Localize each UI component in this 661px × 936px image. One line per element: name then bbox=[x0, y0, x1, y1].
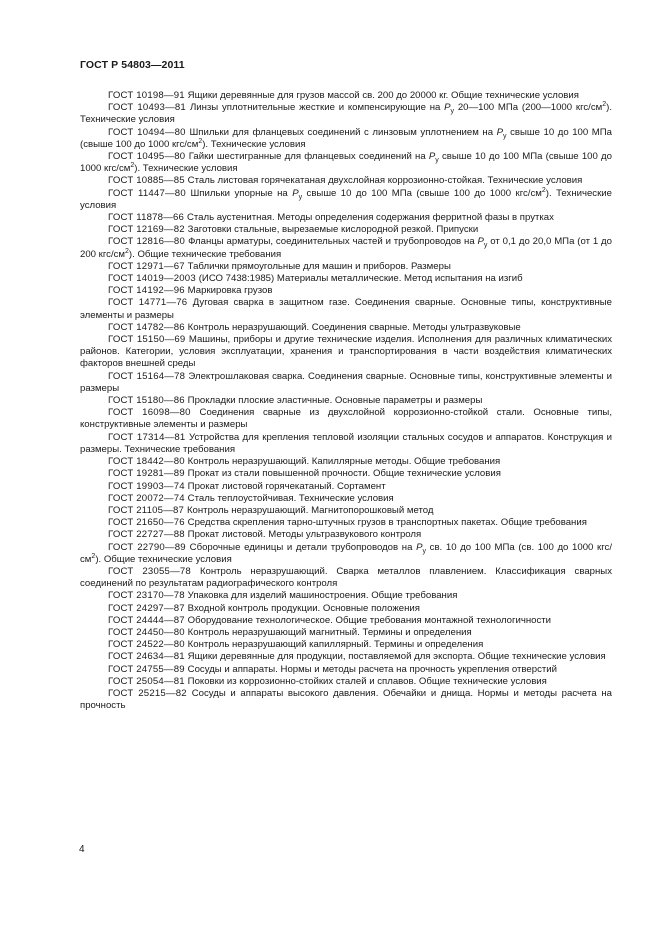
reference-item bbox=[80, 224, 612, 236]
reference-item bbox=[80, 456, 612, 468]
reference-item bbox=[80, 102, 612, 126]
reference-title: Шпильки упорные на $P_у$ свыше 10 до 100 МПа (свыше 100 до 1000 кгс/$см^2$). Технические условия bbox=[80, 186, 612, 211]
reference-title: Контроль неразрушающий капиллярный. Термины и определения bbox=[187, 639, 484, 651]
reference-code: ГОСТ 22790—89 bbox=[108, 541, 190, 553]
reference-code: ГОСТ 10493—81 bbox=[108, 102, 190, 114]
reference-title: Прокат листовой. Методы ультразвукового контроля bbox=[187, 529, 422, 541]
reference-title: Средства скрепления тарно-штучных грузов в транспортных пакетах. Общие требования bbox=[187, 517, 587, 529]
reference-item bbox=[80, 334, 612, 371]
reference-item bbox=[80, 590, 612, 602]
reference-code: ГОСТ 24444—87 bbox=[108, 614, 188, 626]
reference-title: Устройства для крепления тепловой изоляции стальных сосудов и аппаратов. Конструкция и размеры. Технические требования bbox=[80, 431, 612, 455]
reference-title: Сборочные единицы и детали трубопроводов на $P_у$ св. 10 до 100 МПа (св. 100 до 1000 кгс/$см^2$). Общие технические условия bbox=[80, 541, 612, 565]
reference-code: ГОСТ 10885—85 bbox=[108, 175, 188, 187]
reference-item bbox=[80, 615, 612, 627]
reference-title: Маркировка грузов bbox=[187, 285, 273, 297]
reference-code: ГОСТ 12169—82 bbox=[108, 224, 188, 236]
reference-code: ГОСТ 24450—80 bbox=[108, 626, 188, 638]
reference-title: Электрошлаковая сварка. Соединения сварные. Основные типы, конструктивные элементы и размеры bbox=[80, 370, 612, 394]
reference-code: ГОСТ 22727—88 bbox=[108, 529, 188, 541]
reference-code: ГОСТ 14771—76 bbox=[108, 297, 193, 309]
reference-title: Машины, приборы и другие технические изделия. Исполнения для различных климатических районов. Категории, условия эксплуатации, хранения и транспортирования в части воздействия климатических факторов внешней среды bbox=[80, 334, 612, 370]
reference-item bbox=[80, 639, 612, 651]
reference-code: ГОСТ 24522—80 bbox=[108, 639, 188, 651]
normative-references-list bbox=[80, 90, 612, 712]
reference-item bbox=[80, 127, 612, 151]
reference-title: Сталь теплоустойчивая. Технические условия bbox=[187, 492, 394, 504]
reference-title: Оборудование технологическое. Общие требования монтажной технологичности bbox=[187, 614, 552, 626]
reference-title: Ящики деревянные для продукции, поставляемой для экспорта. Общие технические условия bbox=[187, 651, 606, 663]
reference-code: ГОСТ 12971—67 bbox=[108, 260, 188, 272]
reference-title: Контроль неразрушающий. Капиллярные методы. Общие требования bbox=[187, 456, 501, 468]
reference-title: Сталь листовая горячекатаная двухслойная коррозионно-стойкая. Технические условия bbox=[187, 175, 583, 187]
reference-title: Гайки шестигранные для фланцевых соединений на $P_у$ свыше 10 до 100 МПа (свыше 100 до 1000 кгс/$см^2$). Технические условия bbox=[80, 151, 612, 175]
reference-item bbox=[80, 651, 612, 663]
reference-title: Прокладки плоские эластичные. Основные параметры и размеры bbox=[187, 395, 483, 407]
reference-title: Контроль неразрушающий. Сварка металлов плавлением. Классификация сварных соединений по результатам радиографического контроля bbox=[80, 565, 612, 590]
reference-item bbox=[80, 566, 612, 590]
reference-code: ГОСТ 14192—96 bbox=[108, 285, 188, 297]
reference-title: Линзы уплотнительные жесткие и компенсирующие на $P_у$ 20—100 МПа (200—1000 кгс/$см^2$). Технические условия bbox=[80, 101, 612, 126]
reference-title: Контроль неразрушающий магнитный. Термины и определения bbox=[187, 626, 472, 638]
reference-item bbox=[80, 505, 612, 517]
reference-code: ГОСТ 17314—81 bbox=[108, 431, 190, 443]
reference-code: ГОСТ 16098—80 bbox=[108, 407, 200, 419]
reference-title: Поковки из коррозионно-стойких сталей и сплавов. Общие технические условия bbox=[187, 675, 547, 687]
reference-title: Сосуды и аппараты высокого давления. Обечайки и днища. Нормы и методы расчета на прочность bbox=[80, 687, 612, 712]
reference-item bbox=[80, 529, 612, 541]
reference-item bbox=[80, 481, 612, 493]
reference-title: Дуговая сварка в защитном газе. Соединения сварные. Основные типы, конструктивные элементы и размеры bbox=[80, 297, 612, 321]
reference-code: ГОСТ 24634—81 bbox=[108, 651, 188, 663]
page-number: 4 bbox=[79, 844, 85, 855]
reference-item bbox=[80, 175, 612, 187]
reference-item bbox=[80, 151, 612, 175]
reference-title: Заготовки стальные, вырезаемые кислородной резкой. Припуски bbox=[187, 224, 479, 236]
reference-item bbox=[80, 603, 612, 615]
reference-item bbox=[80, 371, 612, 395]
reference-item bbox=[80, 627, 612, 639]
reference-code: ГОСТ 10495—80 bbox=[108, 151, 189, 163]
reference-code: ГОСТ 14782—86 bbox=[108, 321, 188, 333]
reference-item bbox=[80, 285, 612, 297]
reference-code: ГОСТ 23055—78 bbox=[108, 565, 200, 577]
reference-item bbox=[80, 432, 612, 456]
reference-item bbox=[80, 322, 612, 334]
reference-title: Входной контроль продукции. Основные положения bbox=[187, 602, 420, 614]
reference-item bbox=[80, 664, 612, 676]
reference-title: Фланцы арматуры, соединительных частей и трубопроводов на $P_у$ от 0,1 до 20,0 МПа (от 1 до 200 кгс/$см^2$). Общие технические требования bbox=[80, 236, 612, 260]
reference-code: ГОСТ 15180—86 bbox=[108, 395, 188, 407]
reference-item bbox=[80, 688, 612, 712]
reference-title: Сосуды и аппараты. Нормы и методы расчета на прочность укрепления отверстий bbox=[187, 663, 558, 675]
reference-code: ГОСТ 15150—69 bbox=[108, 334, 189, 346]
reference-code: ГОСТ 12816—80 bbox=[108, 236, 189, 248]
reference-title: Сталь аустенитная. Методы определения содержания ферритной фазы в прутках bbox=[186, 212, 554, 224]
reference-code: ГОСТ 25215—82 bbox=[108, 687, 192, 699]
reference-code: ГОСТ 24755—89 bbox=[108, 663, 188, 675]
reference-item bbox=[80, 676, 612, 688]
reference-title: Соединения сварные из двухслойной коррозионно-стойкой стали. Основные типы, конструктивные элементы и размеры bbox=[80, 407, 612, 431]
reference-code: ГОСТ 25054—81 bbox=[108, 675, 188, 687]
reference-code: ГОСТ 21105—87 bbox=[108, 504, 187, 516]
document-header: ГОСТ Р 54803—2011 bbox=[80, 59, 185, 71]
reference-item bbox=[80, 90, 612, 102]
reference-code: ГОСТ 24297—87 bbox=[108, 602, 188, 614]
reference-code: ГОСТ 20072—74 bbox=[108, 492, 188, 504]
reference-title: (ИСО 7438:1985) Материалы металлические. Метод испытания на изгиб bbox=[198, 273, 523, 285]
reference-code: ГОСТ 11447—80 bbox=[108, 187, 191, 199]
reference-title: Контроль неразрушающий. Магнитопорошковый метод bbox=[186, 504, 434, 516]
reference-title: Упаковка для изделий машиностроения. Общие требования bbox=[187, 590, 458, 602]
reference-item bbox=[80, 236, 612, 260]
reference-code: ГОСТ 14019—2003 bbox=[108, 273, 199, 285]
reference-item bbox=[80, 407, 612, 431]
reference-item bbox=[80, 188, 612, 212]
reference-item bbox=[80, 297, 612, 321]
reference-item bbox=[80, 493, 612, 505]
reference-code: ГОСТ 21650—76 bbox=[108, 517, 188, 529]
reference-code: ГОСТ 10494—80 bbox=[108, 126, 190, 138]
reference-title: Прокат листовой горячекатаный. Сортамент bbox=[187, 480, 386, 492]
reference-item bbox=[80, 542, 612, 566]
reference-item bbox=[80, 273, 612, 285]
reference-item bbox=[80, 395, 612, 407]
reference-title: Контроль неразрушающий. Соединения сварные. Методы ультразвуковые bbox=[187, 321, 521, 333]
reference-item bbox=[80, 468, 612, 480]
reference-code: ГОСТ 19281—89 bbox=[108, 468, 188, 480]
reference-title: Шпильки для фланцевых соединений с линзовым уплотнением на $P_у$ свыше 10 до 100 МПа (свыше 100 до 1000 кгс/$см^2$). Технические условия bbox=[80, 126, 613, 150]
reference-title: Ящики деревянные для грузов массой св. 200 до 20000 кг. Общие технические условия bbox=[187, 90, 579, 101]
reference-title: Прокат из стали повышенной прочности. Общие технические условия bbox=[187, 468, 501, 480]
reference-item bbox=[80, 261, 612, 273]
reference-item bbox=[80, 517, 612, 529]
reference-code: ГОСТ 11878—66 bbox=[108, 212, 187, 224]
reference-code: ГОСТ 23170—78 bbox=[108, 590, 188, 602]
reference-code: ГОСТ 18442—80 bbox=[108, 456, 188, 468]
reference-code: ГОСТ 10198—91 bbox=[108, 90, 188, 101]
reference-title: Таблички прямоугольные для машин и приборов. Размеры bbox=[187, 260, 451, 272]
reference-item bbox=[80, 212, 612, 224]
reference-code: ГОСТ 19903—74 bbox=[108, 480, 188, 492]
reference-code: ГОСТ 15164—78 bbox=[108, 370, 189, 382]
